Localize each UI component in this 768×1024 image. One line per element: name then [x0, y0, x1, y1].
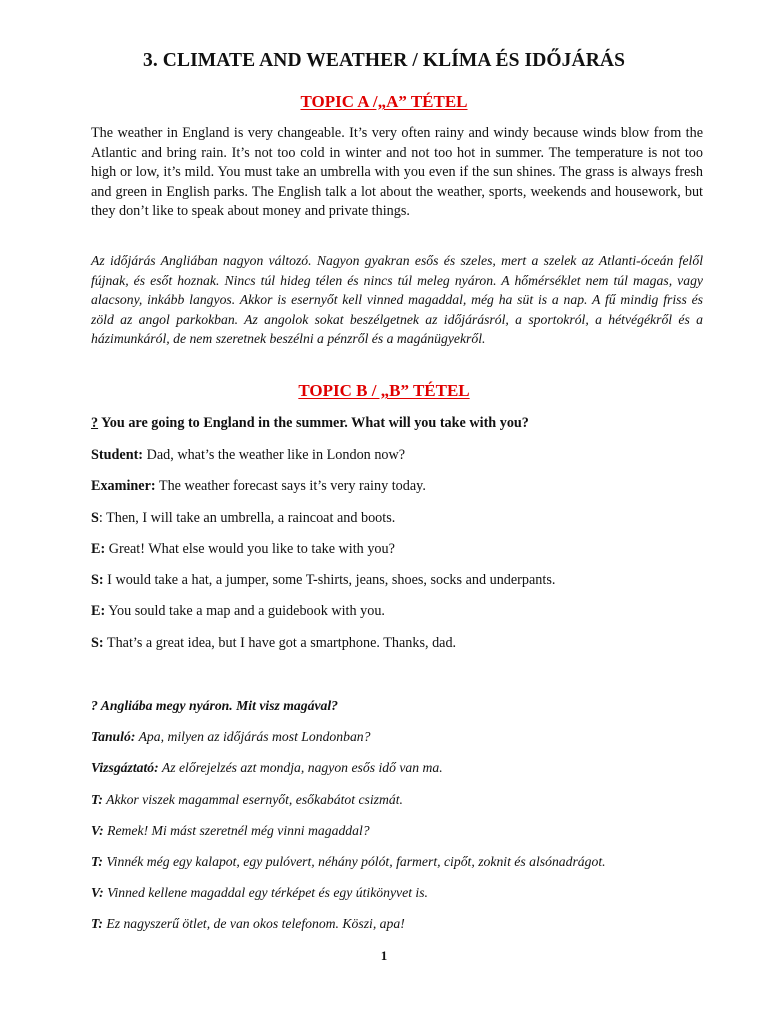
line-text: Az előrejelzés azt mondja, nagyon esős idő van ma.	[158, 760, 443, 775]
speaker-label: S:	[91, 635, 104, 651]
speaker-label: Student:	[91, 447, 144, 463]
speaker-label: S	[91, 510, 99, 526]
dialogue-line-en	[91, 635, 711, 652]
speaker-label: S:	[91, 572, 104, 588]
speaker-label: E:	[91, 603, 106, 619]
line-text: Great! What else would you like to take with you?	[105, 541, 395, 557]
speaker-label: V:	[91, 823, 104, 838]
dialogue-line-hu	[91, 916, 711, 932]
topic-a-heading	[0, 92, 768, 112]
dialogue-line-hu	[91, 885, 711, 901]
line-text: I would take a hat, a jumper, some T-shirts, jeans, shoes, socks and underpants.	[103, 572, 556, 588]
topic-b-heading	[0, 381, 768, 401]
topic-a-label: TOPIC A /„A” TÉTEL	[300, 92, 468, 111]
line-text: Remek! Mi mást szeretnél még vinni magaddal?	[103, 823, 370, 838]
line-text: You sould take a map and a guidebook with you.	[105, 603, 385, 619]
line-text: Vinned kellene magaddal egy térképet és egy útikönyvet is.	[103, 885, 428, 900]
dialogue-line-hu	[91, 854, 711, 870]
topic-a-hungarian-paragraph: Az időjárás Angliában nagyon változó. Nagyon gyakran esős és szeles, mert a szelek az Atlanti-óceán felől fújnak, és esőt hoznak. Nincs túl hideg télen és nincs túl meleg nyáron. A hőmérséklet nem túl magas, vagy alacsony, inkább langyos. Akkor is esernyőt kell vinned magaddal, még ha süt is a nap. A fű mindig friss és zöld az angol parkokban. Az angolok sokat beszélgetnek az időjárásról, a sportokról, a hétvégékről és a házimunkáról, de nem szeretnek beszélni a pénzről és a magánügyekről.	[91, 253, 703, 346]
dialogue-line-en	[91, 603, 711, 620]
speaker-label: V:	[91, 885, 104, 900]
question-mark: ?	[91, 415, 99, 431]
line-text: Akkor viszek magammal esernyőt, esőkabátot csizmát.	[102, 792, 403, 807]
line-text: Vinnék még egy kalapot, egy pulóvert, néhány pólót, farmert, cipőt, zoknit és alsónadrágot.	[102, 854, 606, 869]
dialogue-line-hu	[91, 823, 711, 839]
speaker-label: Tanuló:	[91, 729, 136, 744]
line-text: : Then, I will take an umbrella, a raincoat and boots.	[98, 510, 396, 526]
dialogue-line-en	[91, 478, 711, 495]
dialogue-line-en	[91, 541, 711, 558]
page-number: 1	[380, 948, 388, 963]
speaker-label: Examiner:	[91, 478, 156, 494]
dialogue-line-hu	[91, 792, 711, 808]
dialogue-line-hu	[91, 729, 711, 745]
topic-a-english-paragraph: The weather in England is very changeable. It’s very often rainy and windy because winds blow from the Atlantic and bring rain. It’s not too cold in winter and not too hot in summer. The temperature is not too high or low, it’s mild. You must take an umbrella with you even if the sun shines. The grass is always fresh and green in English parks. The English talk a lot about the weather, sports, weekends and housework, but they don’t like to speak about money and private things.	[91, 125, 703, 219]
dialogue-line-en	[91, 510, 711, 527]
topic-b-label: TOPIC B / „B” TÉTEL	[298, 381, 470, 400]
dialogue-line-hu	[91, 760, 711, 776]
line-text: Dad, what’s the weather like in London now?	[143, 447, 406, 463]
speaker-label: E:	[91, 541, 106, 557]
speaker-label: Vizsgáztató:	[91, 760, 159, 775]
line-text: Ez nagyszerű ötlet, de van okos telefonom. Köszi, apa!	[102, 916, 405, 931]
speaker-label: T:	[91, 916, 103, 931]
speaker-label: T:	[91, 854, 103, 869]
line-text: That’s a great idea, but I have got a smartphone. Thanks, dad.	[103, 635, 457, 651]
page-title: 3. CLIMATE AND WEATHER / KLÍMA ÉS IDŐJÁRÁS	[142, 50, 626, 71]
line-text: The weather forecast says it’s very rainy today.	[155, 478, 426, 494]
question-text: You are going to England in the summer. What will you take with you?	[98, 415, 529, 431]
dialogue-line-en	[91, 447, 711, 464]
speaker-label: T:	[91, 792, 103, 807]
line-text: Apa, milyen az időjárás most Londonban?	[135, 729, 371, 744]
dialogue-question-hu: ? Angliába megy nyáron. Mit visz magával?	[91, 698, 339, 713]
dialogue-question-en	[91, 415, 711, 432]
dialogue-line-en	[91, 572, 711, 589]
